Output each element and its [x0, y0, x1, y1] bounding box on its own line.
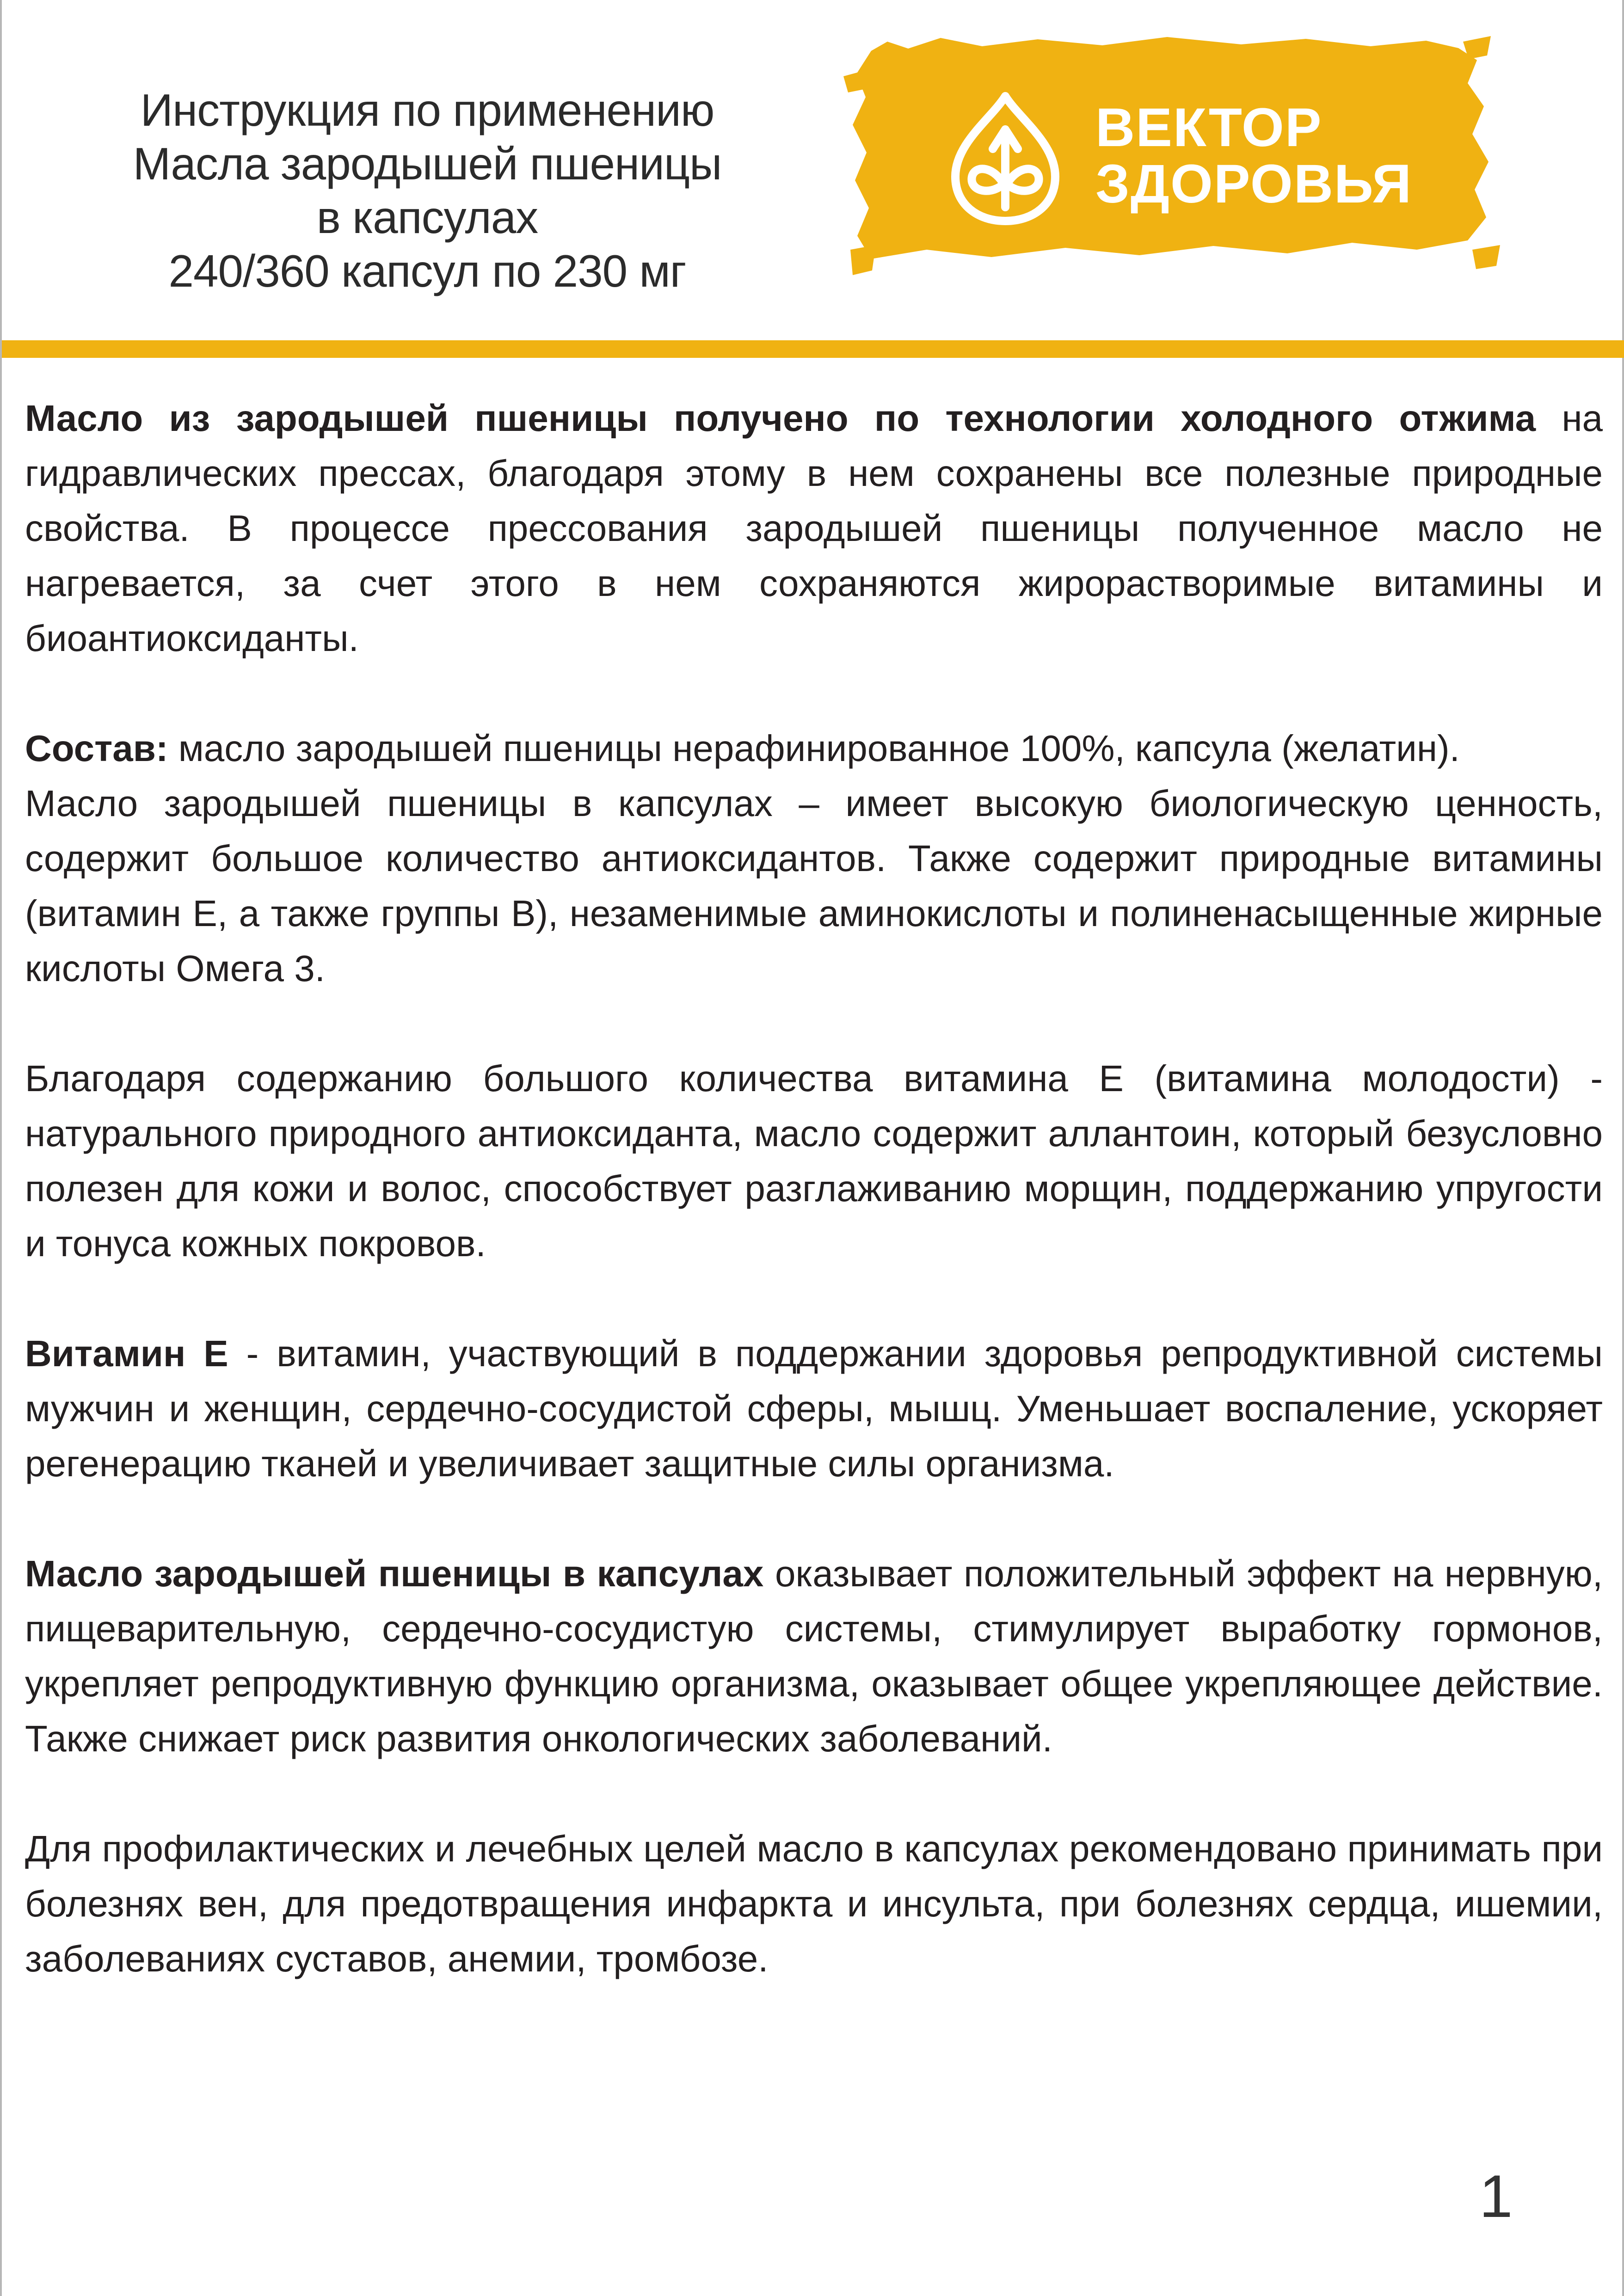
paragraph-text: Для профилактических и лечебных целей масло в капсулах рекомендовано принимать при болезнях вен, для предотвращения инфаркта и инсульта, при болезнях сердца, ишемии, заболеваниях суставов, анемии, тромбозе.	[25, 1828, 1603, 1979]
logo-line-1: ВЕКТОР	[1095, 97, 1323, 158]
paragraph-effects	[25, 1546, 1603, 1766]
header-divider	[2, 340, 1624, 358]
brand-logo	[843, 32, 1519, 282]
paragraph-heading: Масло зародышей пшеницы в капсулах	[25, 1553, 764, 1594]
title-line-3: в капсулах	[316, 192, 538, 243]
logo-line-2: ЗДОРОВЬЯ	[1095, 153, 1413, 215]
paragraph-value	[25, 776, 1603, 996]
paragraph-vitamin-e	[25, 1326, 1603, 1491]
paragraph-heading: Масло из зародышей пшеницы получено по технологии холодного отжима	[25, 398, 1536, 439]
paragraph-text: Благодаря содержанию большого количества витамина Е (витамина молодости) - натурального природного антиоксиданта, масло содержит аллантоин, который безусловно полезен для кожи и волос, способствует разглаживанию морщин, поддержанию упругости и тонуса кожных покровов.	[25, 1058, 1603, 1264]
sprout-drop-icon	[936, 88, 1075, 227]
paragraph-text: на гидравлических прессах, благодаря этому в нем сохранены все полезные природные свойства. В процессе прессования зародышей пшеницы полученное масло не нагревается, за счет этого в нем сохраняются жирорастворимые витамины и биоантиоксиданты.	[25, 398, 1603, 659]
title-line-4: 240/360 капсул по 230 мг	[168, 246, 686, 296]
instruction-body	[25, 391, 1603, 1986]
paragraph-heading: Состав:	[25, 728, 168, 769]
paragraph-vitamin-e-benefits	[25, 1051, 1603, 1271]
paragraph-heading: Витамин Е	[25, 1333, 228, 1374]
paragraph-composition	[25, 721, 1603, 776]
paragraph-cold-press	[25, 391, 1603, 666]
title-line-2: Масла зародышей пшеницы	[133, 138, 722, 189]
paragraph-text: оказывает положительный эффект на нервную, пищеварительную, сердечно-сосудистую системы, стимулирует выработку гормонов, укрепляет репродуктивную функцию организма, оказывает общее укрепляющее действие. Также снижает риск развития онкологических заболеваний.	[25, 1553, 1603, 1759]
page-number: 1	[1479, 2162, 1513, 2230]
paragraph-indications	[25, 1821, 1603, 1986]
paragraph-text: масло зародышей пшеницы нерафинированное 100%, капсула (желатин).	[168, 728, 1460, 769]
logo-text	[1095, 97, 1413, 215]
paragraph-text: - витамин, участвующий в поддержании здоровья репродуктивной системы мужчин и женщин, сердечно-сосудистой сферы, мышц. Уменьшает воспаление, ускоряет регенерацию тканей и увеличивает защитные силы организма.	[25, 1333, 1603, 1484]
title-line-1: Инструкция по применению	[140, 85, 714, 135]
page-title	[57, 83, 797, 298]
paragraph-text: Масло зародышей пшеницы в капсулах – имеет высокую биологическую ценность, содержит большое количество антиоксидантов. Также содержит природные витамины (витамин Е, а также группы В), незаменимые аминокислоты и полиненасыщенные жирные кислоты Омега 3.	[25, 783, 1603, 989]
